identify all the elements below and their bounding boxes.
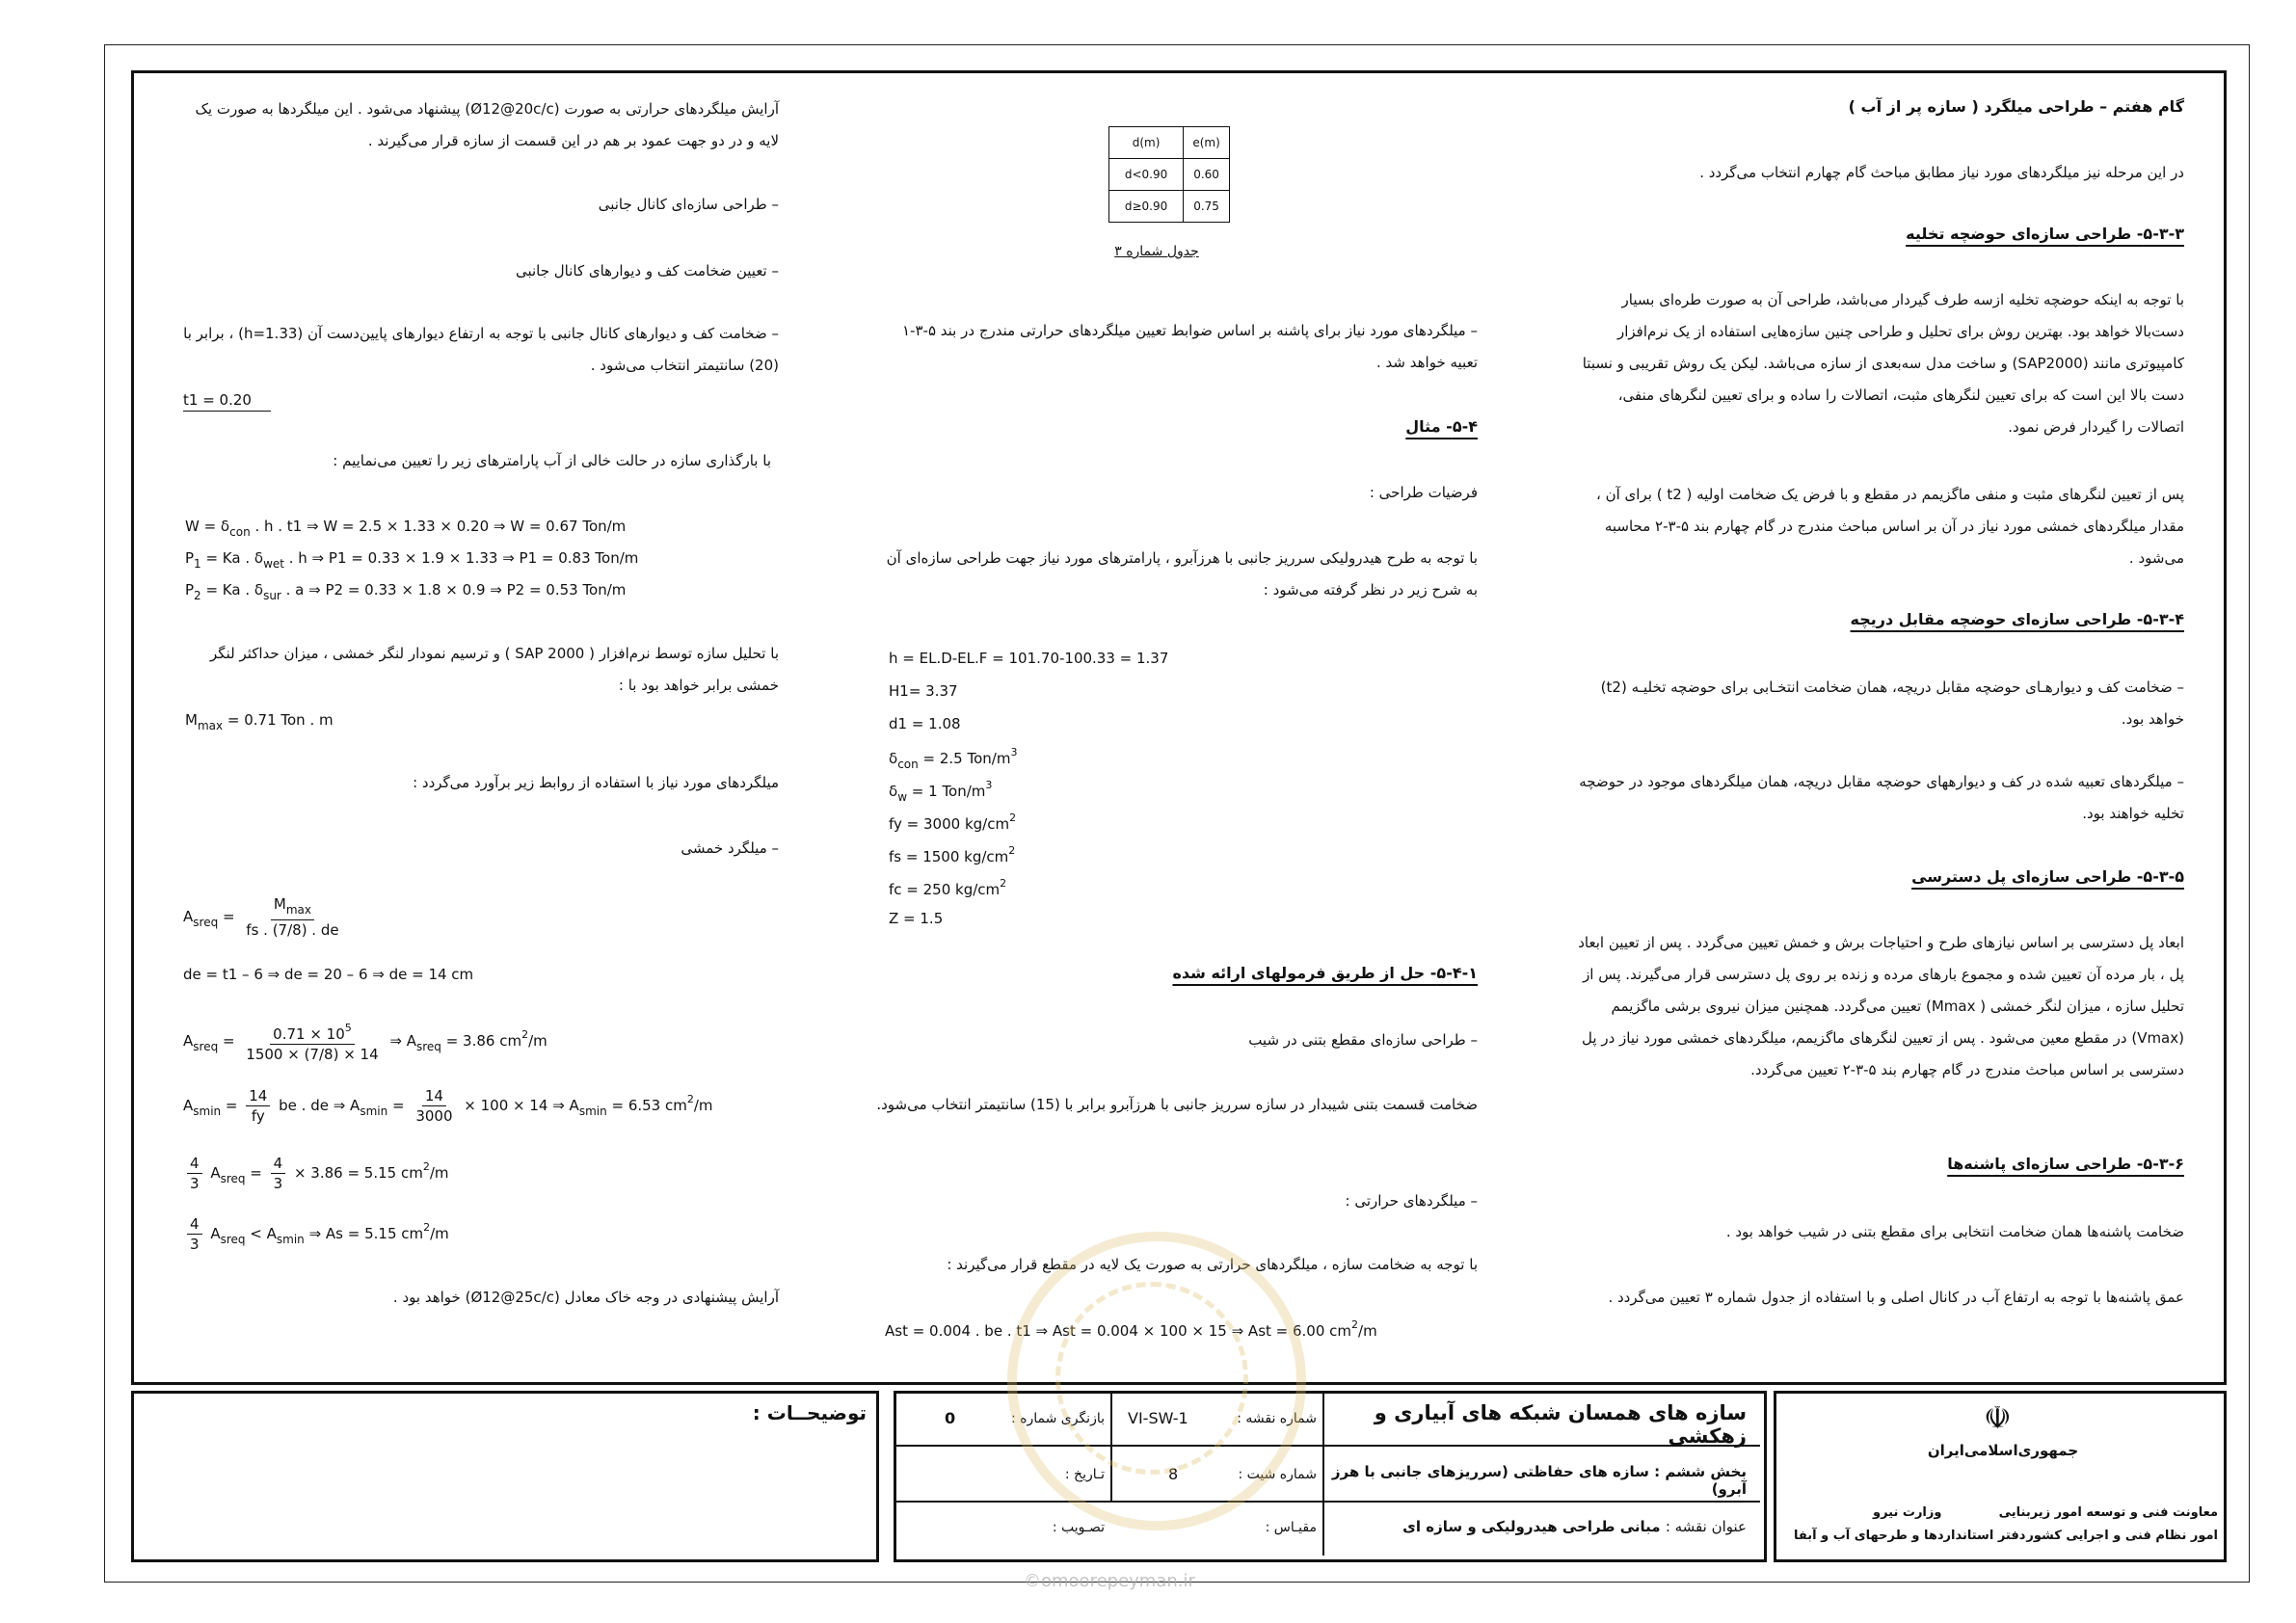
notes-label: توضیحــات : <box>752 1401 867 1424</box>
table-row <box>1109 191 1230 223</box>
table-row <box>1109 159 1230 191</box>
revision-value: 0 <box>945 1409 956 1427</box>
fraction: $\frac{0.71 \times 10^5}{1500 \times (7/8) \times 14}$ <box>246 1022 379 1063</box>
param-h: h = EL.D-EL.F = 101.70-100.33 = 1.37 <box>889 650 1169 667</box>
formula-four-thirds-compare: $\frac{4}{3}$ $A_{sreq} < A_{smin}$ ⇒ As = 5.15 $cm^2/m$ <box>183 1215 449 1253</box>
paragraph-5-3-5: ابعاد پل دسترسی بر اساس نیازهای طرح و احتیاجات برش و خمش تعیین می‌گردد . پس از تعیین ابعاد پل ، بار مرده آن تعیین شده و مجموع بارهای مرده و زنده بر روی پل دسترسی قرار می‌گیرند. پس از تحلیل سازه ، میزان لنگر خمشی ( Mmax) تعیین می‌گردد. همچنین میزان نیروی برشی ماگزیمم (Vmax) در مقطع معین می‌شود . پس از تعیین لنگرهای ماگزیمم، میلگردهای خمشی مورد نیاز در پل دسترسی بر اساس مباحث مندرج در گام چهارم بند ۵-۳-۲ تعیین می‌گردد. <box>1578 934 2184 1078</box>
watermark-text: ©omoorepeyman.ir <box>1024 1571 1195 1591</box>
paragraph-slope-section: – طراحی سازه‌ای مقطع بتنی در شیب <box>1248 1031 1478 1049</box>
formula-asreq-value: $A_{sreq}$ = $\frac{0.71 \times 10^5}{1500 \times (7/8) \times 14}$ ⇒ $A_{sreq} = 3.86$ $cm^2/m$ <box>183 1022 547 1063</box>
t1-value: t1 = 0.20 <box>183 391 271 412</box>
sheet-no-label: شماره شیت : <box>1238 1467 1317 1482</box>
paragraph-5-3-4-b: – میلگردهای تعبیه شده در کف و دیوارههای حوضچه مقابل دریچه، همان میلگردهای موجود در حوضچه تخلیه خواهند بود. <box>1579 773 2184 822</box>
drawing-title: عنوان نقشه : مبانی طراحی هیدرولیکی و سازه ای <box>1402 1518 1747 1535</box>
paragraph-loading: با بارگذاری سازه در حالت خالی از آب پارامترهای زیر را تعیین می‌نماییم : <box>333 452 771 469</box>
sheet-no-value: 8 <box>1168 1465 1179 1483</box>
formula-four-thirds: $\frac{4}{3}$ $A_{sreq}$ = $\frac{4}{3}$ × 3.86 = 5.15 $cm^2/m$ <box>183 1155 449 1192</box>
table-cell: 0.75 <box>1184 191 1230 223</box>
paragraph-5-3-3-a: با توجه به اینکه حوضچه تخلیه ازسه طرف گیردار می‌باشد، طراحی آن به صورت طره‌ای بسیار دست‌بالا خواهد بود. بهترین روش برای تحلیل و طراحی چنین سازه‌هایی استفاده از یک نرم‌افزار کامپیوتری مانند (SAP2000) و ساخت مدل سه‌بعدی از سازه می‌باشد. لیکن یک روش تقریبی و نسبتا دست بالا این است که برای تعیین لنگرهای مثبت، اتصالات را ساده و برای تعیین لنگرهای منفی، اتصالات را گیردار فرض نمود. <box>1582 291 2184 436</box>
fraction: $\frac{14}{3000}$ <box>415 1087 453 1125</box>
param-z: Z = 1.5 <box>889 910 944 927</box>
fraction: $\frac{M_{max}}{fs . (7/8) . de}$ <box>246 895 339 939</box>
heading-5-3-5: ۵-۳-۵- طراحی سازه‌ای پل دسترسی <box>1911 867 2184 886</box>
notes-box <box>131 1391 879 1562</box>
fraction: $\frac{14}{fy}$ <box>246 1087 270 1125</box>
map-no-value: VI-SW-1 <box>1128 1409 1188 1427</box>
heading-5-4: ۵-۴- مثال <box>1405 417 1478 436</box>
paragraph-thermal-layer: با توجه به ضخامت سازه ، میلگردهای حرارتی به صورت یک لایه در مقطع قرار می‌گیرند : <box>947 1256 1478 1273</box>
iran-emblem-icon: ☫ <box>1984 1399 2012 1436</box>
param-h1: H1= 3.37 <box>889 682 958 700</box>
part-title: بخش ششم : سازه های حفاظتی (سرریزهای جانبی با هرز آبرو) <box>1331 1463 1747 1498</box>
formula-de: de = t1 – 6 ⇒ de = 20 – 6 ⇒ de = 14 cm <box>183 966 474 983</box>
heading-5-4-1: ۵-۴-۱- حل از طریق فرمولهای ارائه شده <box>1172 964 1478 982</box>
approval-label: تصـویب : <box>1052 1520 1105 1535</box>
table-cell: 0.60 <box>1184 159 1230 191</box>
formula-p1: $P_1 = Ka$ . $\delta_{wet}$ . h ⇒ P1 = 0.33 × 1.9 × 1.33 ⇒ P1 = 0.83 Ton/m <box>185 549 639 571</box>
table-header-e: e(m) <box>1184 127 1230 159</box>
office-name: امور نظام فنی و اجرایی کشور <box>2026 1529 2218 1543</box>
table-header-row <box>1109 127 1230 159</box>
paragraph-example: با توجه به طرح هیدرولیکی سرریز جانبی با هرزآبرو ، پارامترهای مورد نیاز جهت طراحی سازه‌ای آن به شرح زیر در نظر گرفته می‌شود : <box>886 549 1478 599</box>
formula-ast: Ast = 0.004 . be . t1 ⇒ Ast = 0.004 × 100 × 15 ⇒ Ast = 6.00 $cm^2/m$ <box>885 1318 1377 1340</box>
revision-label: بازنگری شماره : <box>1010 1411 1105 1426</box>
paragraph-thickness: – ضخامت کف و دیوارهای کانال جانبی با توجه به ارتفاع دیوارهای پایین‌دست آن (h=1.33) ، برابر با (20) سانتیمتر انتخاب می‌شود . <box>183 325 779 374</box>
organization-box <box>1774 1391 2227 1562</box>
heading-5-3-4: ۵-۳-۴- طراحی سازه‌ای حوضچه مقابل دریچه <box>1850 610 2184 628</box>
step-title: گام هفتم – طراحی میلگرد ( سازه پر از آب ) <box>1848 97 2184 116</box>
fraction: $\frac{4}{3}$ <box>187 1155 202 1192</box>
param-fs: fs = 1500 $kg/cm^2$ <box>889 844 1016 865</box>
paragraph-5-3-6-b: عمق پاشنه‌ها با توجه به ارتفاع آب در کانال اصلی و با استفاده از جدول شماره ۳ تعیین می‌گردد . <box>1608 1289 2184 1306</box>
paragraph-thickness-title: – تعیین ضخامت کف و دیوارهای کانال جانبی <box>515 262 779 279</box>
paragraph-required: میلگردهای مورد نیاز با استفاده از روابط زیر برآورد می‌گردد : <box>413 774 779 791</box>
paragraph-flexural: – میلگرد خمشی <box>681 839 779 857</box>
scale-label: مقیـاس : <box>1265 1520 1317 1535</box>
param-gamma-con: $\delta_{con} = 2.5$ Ton/$m^3$ <box>889 746 1018 771</box>
table-cell: d<0.90 <box>1109 159 1184 191</box>
paragraph-heel-rebar: – میلگردهای مورد نیاز برای پاشنه بر اساس ضوابط تعیین میلگردهای حرارتی مندرج در بند ۵-۳-۱ تعبیه خواهد شد . <box>901 322 1478 371</box>
paragraph-5-3-3-b: پس از تعیین لنگرهای مثبت و منفی ماگزیمم در مقطع و با فرض یک ضخامت اولیه ( t2 ) برای آن ، مقدار میلگردهای خمشی مورد نیاز در آن بر اساس مباحث مندرج در گام چهارم بند ۵-۳-۲ محاسبه می‌شود . <box>1596 486 2184 567</box>
country-name: جمهوری‌اسلامی‌ایران <box>1927 1442 2079 1459</box>
param-gamma-w: $\delta_w = 1$ Ton/$m^3$ <box>889 779 993 804</box>
formula-w: $W = \delta_{con}$ . h . t1 ⇒ W = 2.5 × 1.33 × 0.20 ⇒ W = 0.67 Ton/m <box>185 518 627 539</box>
formula-asmin: $A_{smin}$ = $\frac{14}{fy}$ be . de ⇒ $A_{smin}$ = $\frac{14}{3000}$ × 100 × 14 ⇒ $A_{smin} = 6.53$ $cm^2/m$ <box>183 1087 713 1125</box>
formula-p2: $P_2 = Ka$ . $\delta_{sur}$ . a ⇒ P2 = 0.33 × 1.8 × 0.9 ⇒ P2 = 0.53 Ton/m <box>185 581 627 602</box>
map-no-label: شماره نقشه : <box>1237 1411 1317 1426</box>
bureau-name: دفتر استانداردها و طرحهای آب و آبفا <box>1794 1529 2026 1543</box>
paragraph-thermal-rebar: – میلگردهای حرارتی : <box>1345 1192 1478 1210</box>
paragraph-thermal-arrangement: آرایش میلگردهای حرارتی به صورت (Ø12@20c/c) پیشنهاد می‌شود . این میلگردها به صورت یک لایه و در دو جهت عمود بر هم در این قسمت از سازه قرار می‌گیرند . <box>195 100 779 149</box>
heading-5-3-6: ۵-۳-۶- طراحی سازه‌ای پاشنه‌ها <box>1947 1155 2184 1173</box>
ministry-name: وزارت نیرو <box>1873 1505 1942 1520</box>
paragraph-slope-thickness: ضخامت قسمت بتنی شیبدار در سازه سرریز جانبی با هرزآبرو برابر با (15) سانتیمتر انتخاب می‌شود. <box>876 1096 1478 1113</box>
fraction: $\frac{4}{3}$ <box>271 1155 286 1192</box>
paragraph-side-canal: – طراحی سازه‌ای کانال جانبی <box>598 196 779 213</box>
table-header-d: d(m) <box>1109 127 1184 159</box>
table-cell: d≥0.90 <box>1109 191 1184 223</box>
table-3 <box>1108 126 1230 223</box>
paragraph-final-arrangement: آرایش پیشنهادی در وجه خاک معادل (Ø12@25c/c) خواهد بود . <box>392 1289 779 1306</box>
paragraph-5-3-4-a: – ضخامت کف و دیوارهـای حوضچه مقابل دریچه، همان ضخامت انتخـابی برای حوضچه تخلیـه (t2) خواهد بود. <box>1600 678 2184 728</box>
fraction: $\frac{4}{3}$ <box>187 1215 202 1253</box>
paragraph-sap: با تحلیل سازه توسط نرم‌افزار ( SAP 2000 ) و ترسیم نمودار لنگر خمشی ، میزان حداکثر لنگر خمشی برابر خواهد بود با : <box>210 645 779 694</box>
assumptions-label: فرضیات طراحی : <box>1369 484 1478 501</box>
formula-asreq: $A_{sreq}$ = $\frac{M_{max}}{fs . (7/8) . de}$ <box>183 895 346 939</box>
table-caption: جدول شماره ۳ <box>1114 244 1199 259</box>
param-fc: fc = 250 $kg/cm^2$ <box>889 877 1007 898</box>
formula-mmax: $M_{max} = 0.71$ Ton . m <box>185 711 334 732</box>
main-title: سازه های همسان شبکه های آبیاری و زهکشی <box>1374 1401 1747 1448</box>
date-label: تـاریخ : <box>1064 1467 1105 1482</box>
step-text: در این مرحله نیز میلگردهای مورد نیاز مطابق مباحث گام چهارم انتخاب می‌گردد . <box>1699 164 2184 181</box>
paragraph-5-3-6-a: ضخامت پاشنه‌ها همان ضخامت انتخابی برای مقطع بتنی در شیب خواهد بود . <box>1725 1223 2184 1240</box>
param-d1: d1 = 1.08 <box>889 715 961 732</box>
heading-5-3-3: ۵-۳-۳- طراحی سازه‌ای حوضچه تخلیه <box>1906 225 2184 243</box>
deputy-name: معاونت فنی و توسعه امور زیربنایی <box>1998 1505 2218 1520</box>
param-fy: fy = 3000 $kg/cm^2$ <box>889 812 1017 833</box>
watermark-gear-icon <box>1055 1282 1248 1475</box>
